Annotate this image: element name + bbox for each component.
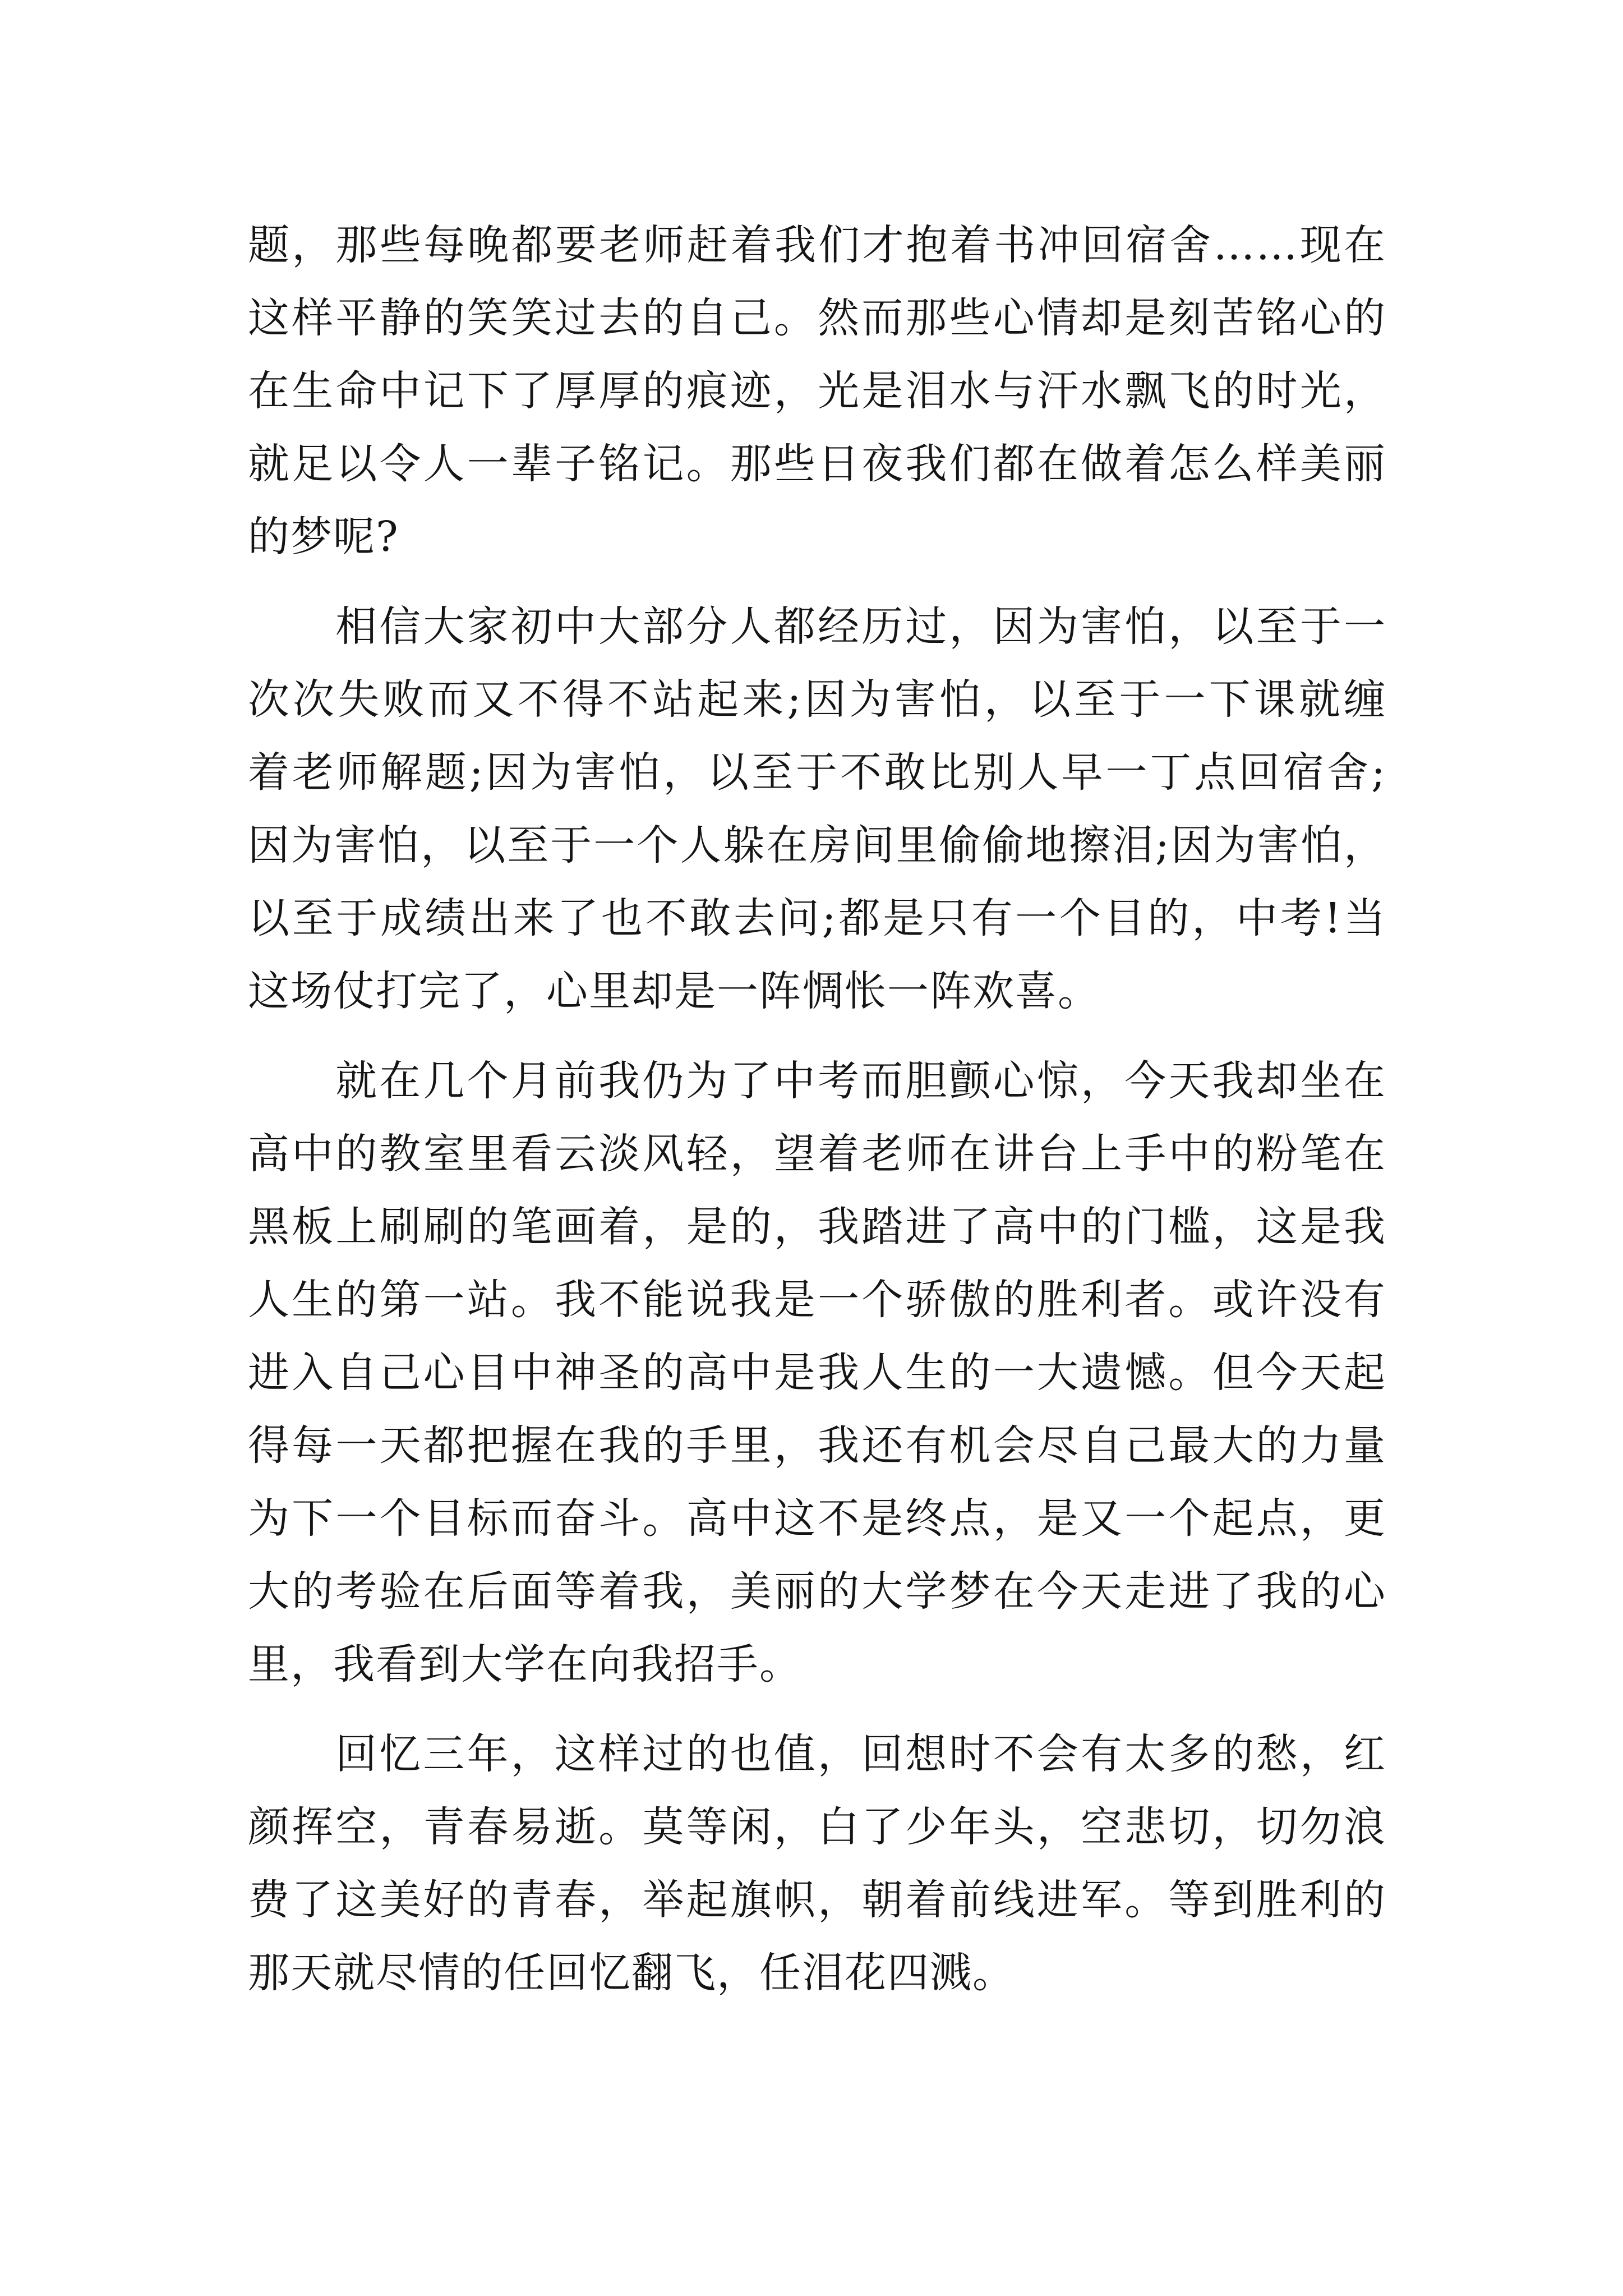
paragraph-2 bbox=[248, 590, 1386, 1028]
text-line: 在生命中记下了厚厚的痕迹，光是泪水与汗水飘飞的时光， bbox=[248, 367, 1386, 415]
text-line: 颜挥空，青春易逝。莫等闲，白了少年头，空悲切，切勿浪 bbox=[248, 1803, 1386, 1851]
paragraph-3 bbox=[248, 1045, 1386, 1701]
text-line: 着老师解题;因为害怕，以至于不敢比别人早一丁点回宿舍; bbox=[248, 748, 1386, 797]
text-line: 以至于成绩出来了也不敢去问;都是只有一个目的，中考!当 bbox=[248, 894, 1386, 942]
text-line: 这样平静的笑笑过去的自己。然而那些心情却是刻苦铭心的 bbox=[248, 294, 1386, 342]
text-line: 进入自己心目中神圣的高中是我人生的一大遗憾。但今天起 bbox=[248, 1349, 1386, 1397]
paragraph-gap bbox=[248, 573, 1386, 590]
text-line: 因为害怕，以至于一个人躲在房间里偷偷地擦泪;因为害怕， bbox=[248, 821, 1386, 869]
text-line: 人生的第一站。我不能说我是一个骄傲的胜利者。或许没有 bbox=[248, 1276, 1386, 1324]
text-line: 里，我看到大学在向我招手。 bbox=[248, 1640, 802, 1688]
text-line: 为下一个目标而奋斗。高中这不是终点，是又一个起点，更 bbox=[248, 1494, 1386, 1543]
document-body bbox=[248, 209, 1386, 2009]
text-line: 次次失败而又不得不站起来;因为害怕，以至于一下课就缠 bbox=[248, 675, 1386, 724]
paragraph-gap bbox=[248, 1701, 1386, 1718]
paragraph-gap bbox=[248, 1028, 1386, 1045]
text-line: 题，那些每晚都要老师赶着我们才抱着书冲回宿舍……现在 bbox=[248, 221, 1386, 269]
text-line: 那天就尽情的任回忆翻飞，任泪花四溅。 bbox=[248, 1949, 1015, 1997]
text-line: 的梦呢? bbox=[248, 513, 399, 561]
text-line: 黑板上刷刷的笔画着，是的，我踏进了高中的门槛，这是我 bbox=[248, 1203, 1386, 1251]
paragraph-1 bbox=[248, 209, 1386, 573]
text-line: 高中的教室里看云淡风轻，望着老师在讲台上手中的粉笔在 bbox=[248, 1130, 1386, 1178]
text-line: 这场仗打完了，心里却是一阵惆怅一阵欢喜。 bbox=[248, 967, 1100, 1015]
text-line: 回忆三年，这样过的也值，回想时不会有太多的愁，红 bbox=[335, 1730, 1386, 1778]
paragraph-4 bbox=[248, 1718, 1386, 2009]
text-line: 费了这美好的青春，举起旗帜，朝着前线进军。等到胜利的 bbox=[248, 1876, 1386, 1924]
text-line: 就足以令人一辈子铭记。那些日夜我们都在做着怎么样美丽 bbox=[248, 440, 1386, 488]
text-line: 就在几个月前我仍为了中考而胆颤心惊，今天我却坐在 bbox=[335, 1057, 1386, 1105]
text-line: 相信大家初中大部分人都经历过，因为害怕，以至于一 bbox=[335, 602, 1386, 651]
text-line: 大的考验在后面等着我，美丽的大学梦在今天走进了我的心 bbox=[248, 1567, 1386, 1616]
text-line: 得每一天都把握在我的手里，我还有机会尽自己最大的力量 bbox=[248, 1421, 1386, 1470]
